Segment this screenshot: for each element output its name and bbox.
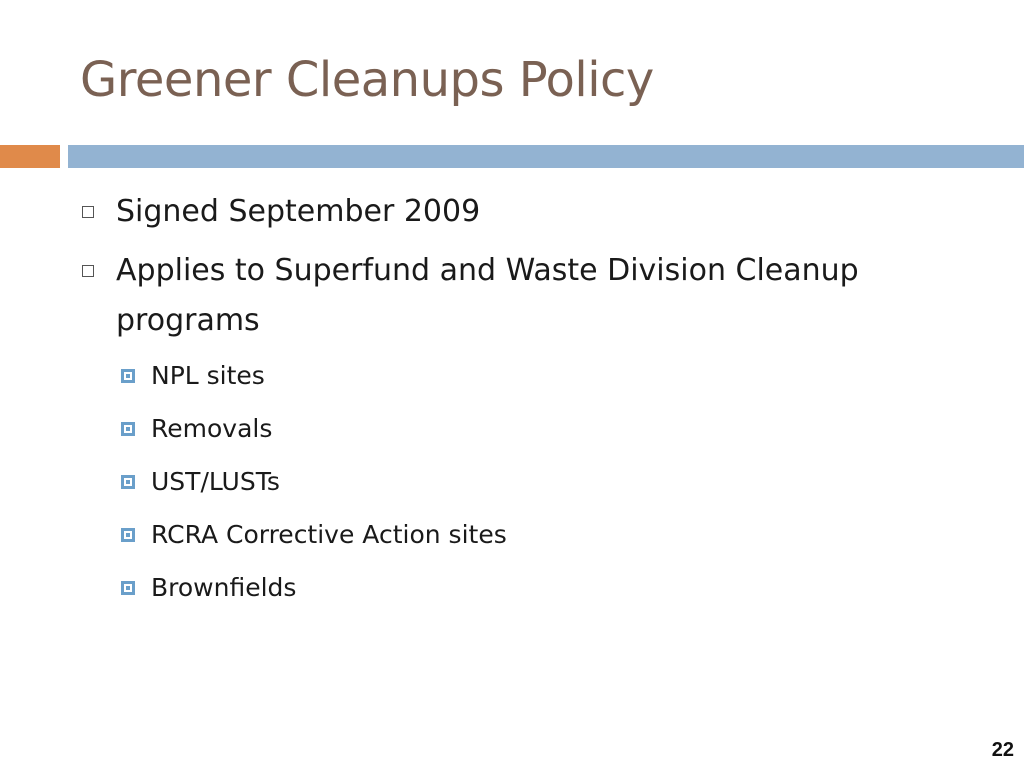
page-number: 22 [991,739,1014,761]
sub-bullet-text: Removals [151,414,273,443]
sub-bullet-item [121,519,507,551]
sub-bullet-item [121,466,280,498]
filled-square-bullet-icon [121,369,135,383]
sub-bullet-item [121,572,296,604]
sub-bullet-item [121,413,272,445]
sub-bullet-text: Brownfields [151,573,297,602]
bullet-text: Signed September 2009 [116,194,481,229]
hollow-square-icon [82,206,94,218]
filled-square-bullet-icon [121,422,135,436]
sub-bullet-text: RCRA Corrective Action sites [151,520,507,549]
sub-bullet-text: UST/LUSTs [151,467,280,496]
filled-square-bullet-icon [121,475,135,489]
bullet-text: Applies to Superfund and Waste Division Cleanup programs [116,253,859,338]
bullet-item [82,187,962,237]
bullet-item [82,246,962,346]
slide-title: Greener Cleanups Policy [80,52,654,108]
sub-bullet-text: NPL sites [151,361,265,390]
hollow-square-icon [82,265,94,277]
filled-square-bullet-icon [121,528,135,542]
sub-bullet-item [121,360,265,392]
filled-square-bullet-icon [121,581,135,595]
